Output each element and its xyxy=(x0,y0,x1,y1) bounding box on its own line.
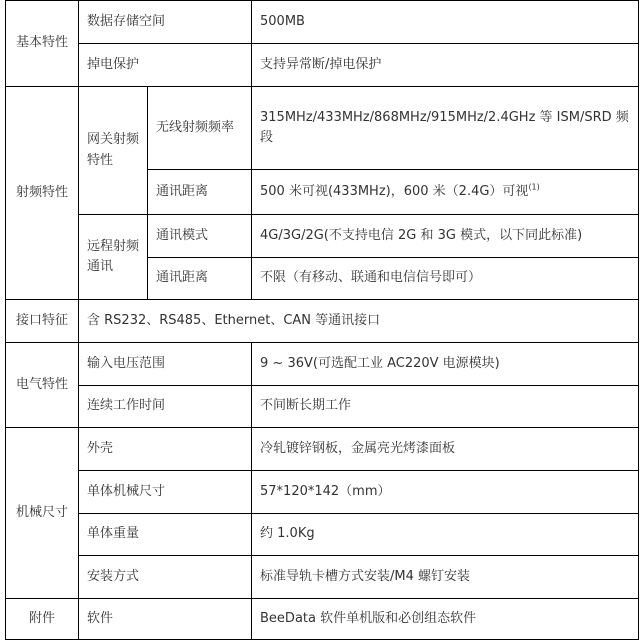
value-mount: 标准导轨卡槽方式安装/M4 螺钉安装 xyxy=(252,556,639,599)
table-row xyxy=(6,514,639,556)
item-gateway-distance: 通讯距离 xyxy=(148,170,252,215)
category-mechanical: 机械尺寸 xyxy=(6,428,79,599)
value-storage: 500MB xyxy=(252,1,639,44)
table-row xyxy=(6,87,639,170)
value-software: BeeData 软件单机版和必创组态软件 xyxy=(252,599,639,640)
group-remote-rf: 远程射频通讯 xyxy=(79,215,148,300)
value-work-time: 不间断长期工作 xyxy=(252,386,639,428)
category-accessory: 附件 xyxy=(6,599,79,640)
item-voltage: 输入电压范围 xyxy=(79,343,252,386)
value-comm-mode: 4G/3G/2G(不支持电信 2G 和 3G 模式，以下同此标准) xyxy=(252,215,639,258)
category-electrical: 电气特性 xyxy=(6,343,79,428)
item-power-loss: 掉电保护 xyxy=(79,44,252,87)
item-shell: 外壳 xyxy=(79,428,252,471)
table-row xyxy=(6,44,639,87)
value-voltage: 9 ~ 36V(可选配工业 AC220V 电源模块) xyxy=(252,343,639,386)
group-gateway-rf: 网关射频特性 xyxy=(79,87,148,215)
table-row xyxy=(6,300,639,343)
table-row xyxy=(6,343,639,386)
table-row xyxy=(6,1,639,44)
category-basic: 基本特性 xyxy=(6,1,79,87)
item-software: 软件 xyxy=(79,599,252,640)
value-rf-frequency: 315MHz/433MHz/868MHz/915MHz/2.4GHz 等 ISM/SRD 频段 xyxy=(252,87,639,170)
gateway-distance-text: 500 米可视(433MHz)，600 米（2.4G）可视 xyxy=(260,183,529,199)
item-weight: 单体重量 xyxy=(79,514,252,556)
spec-table xyxy=(5,0,639,640)
table-row xyxy=(6,386,639,428)
value-interface: 含 RS232、RS485、Ethernet、CAN 等通讯接口 xyxy=(79,300,639,343)
item-work-time: 连续工作时间 xyxy=(79,386,252,428)
item-rf-frequency: 无线射频频率 xyxy=(148,87,252,170)
value-size: 57*120*142（mm） xyxy=(252,471,639,514)
value-gateway-distance xyxy=(252,170,639,215)
value-power-loss: 支持异常断/掉电保护 xyxy=(252,44,639,87)
category-interface: 接口特征 xyxy=(6,300,79,343)
table-row xyxy=(6,428,639,471)
footnote-marker: (1) xyxy=(528,182,540,192)
table-row xyxy=(6,599,639,640)
value-remote-distance: 不限（有移动、联通和电信信号即可） xyxy=(252,258,639,300)
item-remote-distance: 通讯距离 xyxy=(148,258,252,300)
category-rf: 射频特性 xyxy=(6,87,79,300)
table-row xyxy=(6,215,639,258)
item-size: 单体机械尺寸 xyxy=(79,471,252,514)
item-storage: 数据存储空间 xyxy=(79,1,252,44)
table-row xyxy=(6,471,639,514)
value-weight: 约 1.0Kg xyxy=(252,514,639,556)
value-shell: 冷轧镀锌钢板，金属亮光烤漆面板 xyxy=(252,428,639,471)
table-row xyxy=(6,556,639,599)
item-comm-mode: 通讯模式 xyxy=(148,215,252,258)
item-mount: 安装方式 xyxy=(79,556,252,599)
